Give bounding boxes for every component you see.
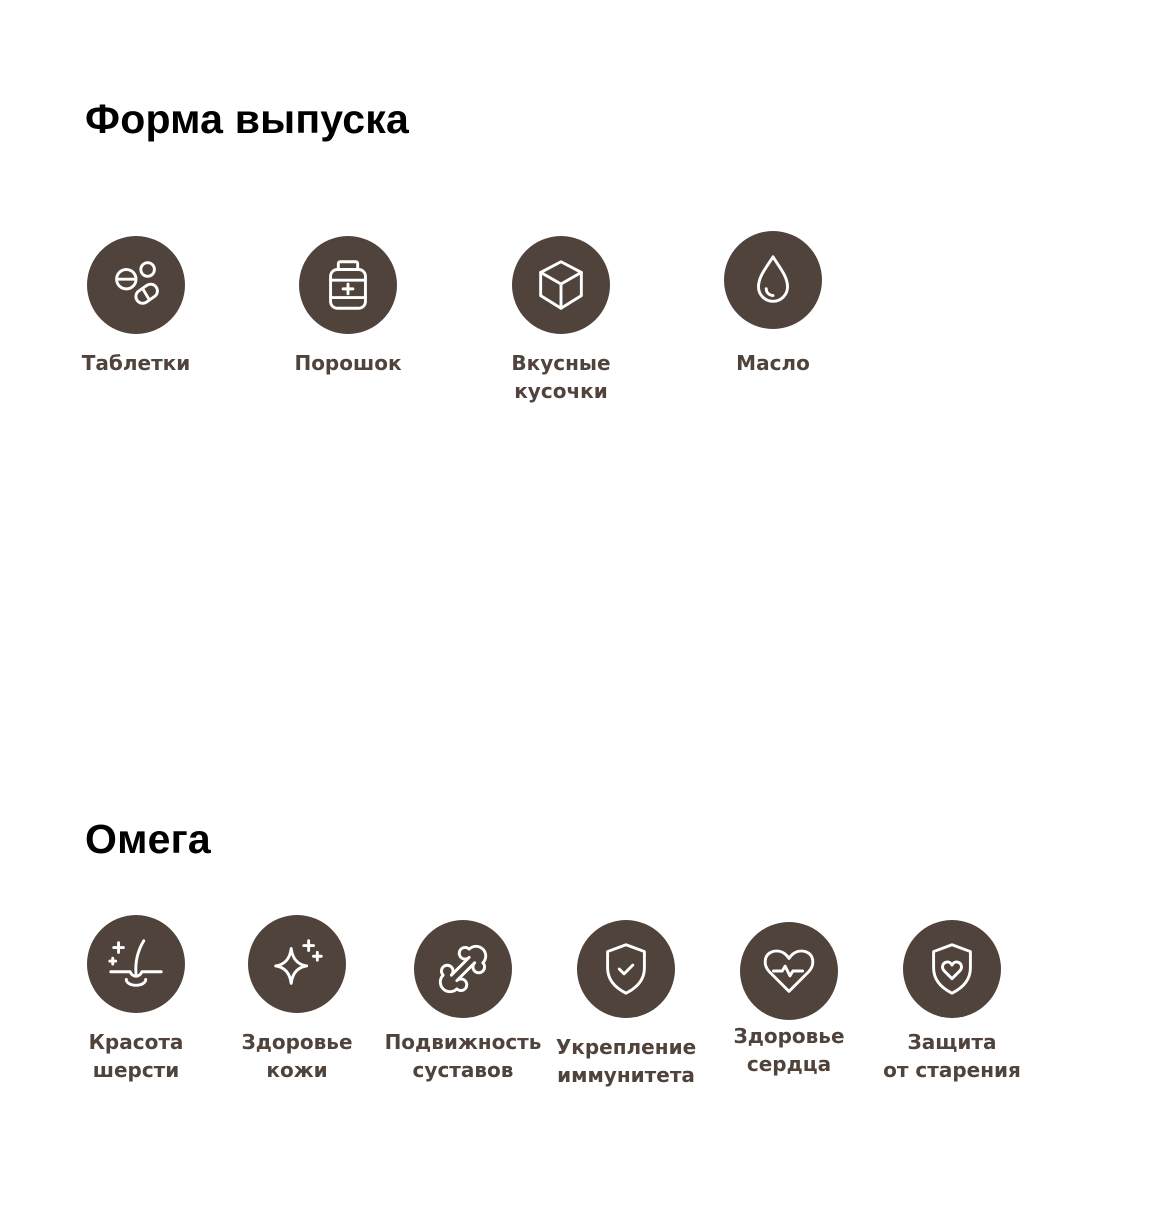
item-oil [693, 231, 853, 377]
shield-check-icon [577, 920, 675, 1018]
heart-pulse-icon [740, 922, 838, 1020]
item-label: Таблетки [81, 351, 191, 375]
item-label: Красота шерсти [88, 1030, 184, 1082]
item-heart-health [709, 922, 869, 1078]
item-immunity [546, 920, 706, 1089]
section-title-forma: Форма выпуска [85, 96, 410, 142]
medicine-jar-icon [299, 236, 397, 334]
shield-heart-icon [903, 920, 1001, 1018]
item-label: Масло [736, 351, 810, 375]
bone-icon [414, 920, 512, 1018]
oil-drop-icon [724, 231, 822, 329]
pills-icon [87, 236, 185, 334]
item-tasty-pieces [481, 236, 641, 405]
item-label: Здоровье кожи [241, 1030, 353, 1082]
item-label: Вкусные кусочки [511, 351, 611, 403]
item-label: Защита от старения [883, 1030, 1021, 1082]
item-tablets [56, 236, 216, 377]
section-title-omega: Омега [85, 816, 211, 862]
item-joint-mobility [383, 920, 543, 1084]
sparkle-icon [248, 915, 346, 1013]
item-powder [268, 236, 428, 377]
item-label: Подвижность суставов [384, 1030, 542, 1082]
item-anti-aging [872, 920, 1032, 1084]
item-label: Здоровье сердца [733, 1024, 845, 1076]
item-label: Порошок [294, 351, 402, 375]
item-coat-beauty [56, 915, 216, 1084]
cube-icon [512, 236, 610, 334]
item-skin-health [217, 915, 377, 1084]
hair-follicle-icon [87, 915, 185, 1013]
item-label: Укрепление иммунитета [555, 1035, 697, 1087]
